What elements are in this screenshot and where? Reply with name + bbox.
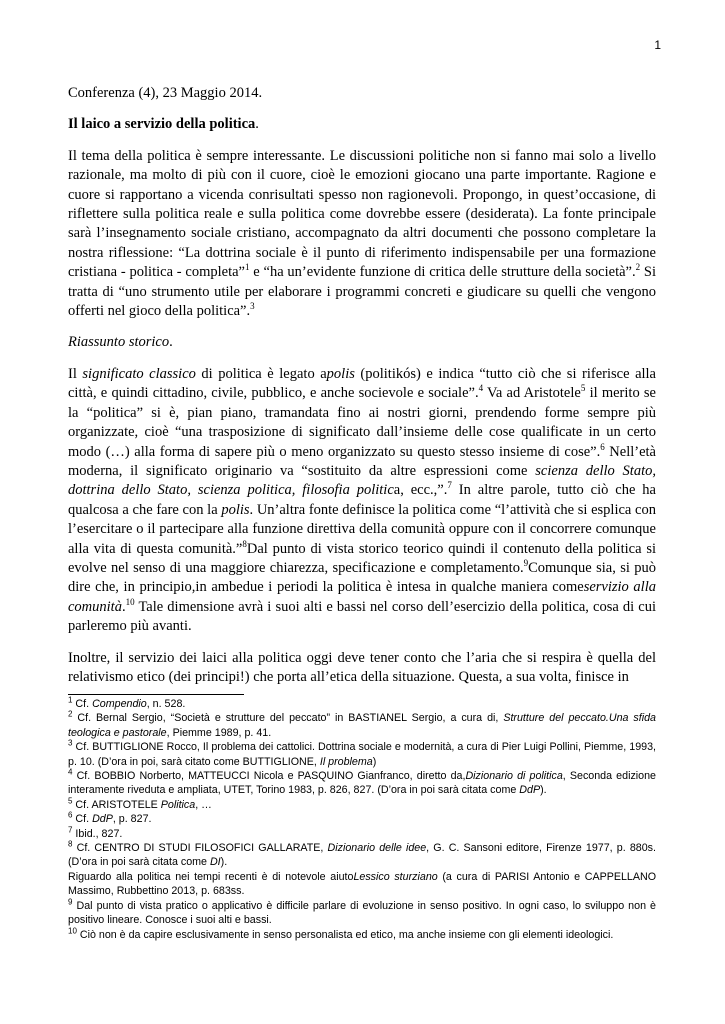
footnote-ref-5[interactable]: 5 <box>580 383 586 394</box>
lecture-title: Il laico a servizio della politica. <box>68 116 259 133</box>
footnote-5: $^5$ Cf. ARISTOTELE Politica, … <box>68 796 212 811</box>
footnote-3: $^3$ Cf. BUTTIGLIONE Rocco, Il problema dei cattolici. Dottrina sociale e modernità, a cura di Pier Luigi Pollini, Piemme, 1993, p. 10. (D’ora in poi, sarà citato come BUTTIGLIONE, Il problema) <box>68 738 656 768</box>
footnote-2: $^2$ Cf. Bernal Sergio, “Società e strutture del peccato” in BASTIANEL Sergio, a cura di, Strutture del peccato.Una sfida teologica e pastorale, Piemme 1989, p. 41. <box>68 709 656 739</box>
footnote-ref-8[interactable]: 8 <box>242 538 247 549</box>
footnote-ref-6[interactable]: 6 <box>600 441 605 452</box>
paragraph-intro: Il tema della politica è sempre interessante. Le discussioni politiche non si fanno mai solo a livello razionale, ma molto di più con il cuore, cioè le emozioni giocano una parte importante. Ragione e cuore si rapportano a vicenda conrisultati spesso non ragionevoli. Propongo, in quest’occasione, di riflettere sulla politica reale e sulla politica come dovrebbe essere (desiderata). La fonte principale sarà l’insegnamento sociale cristiano, accompagnato da altri documenti che possono completare la nostra riflessione: “La dottrina sociale è il punto di riferimento indispensabile per una formazione cristiana - politica - completa”$^1$ e “ha un’evidente funzione di critica delle strutture della società”.$^2$ Si tratta di “uno strumento utile per elaborare i programmi concreti e giudicare su quelli che vengono offerti nel gioco della politica”.$^3$ <box>68 147 657 320</box>
footnote-7: $^7$ Ibid., 827. <box>68 825 123 840</box>
footnotes <box>68 697 656 942</box>
document-body <box>68 84 656 699</box>
footnote-9: $^9$ Dal punto di vista pratico o applicativo è difficile parlare di evoluzione in senso positivo. In ogni caso, lo sviluppo non è positivo lineare. Conosce i suoi alti e bassi. <box>68 897 656 927</box>
footnote-ref-7[interactable]: 7 <box>447 480 452 491</box>
paragraph-history: Il significato classico di politica è legato apolis (politikós) e indica “tutto ciò che si riferisce alla città, e quindi cittadino, civile, pubblico, e anche socievole e sociale”.$^4$ Va ad Aristotele$^5$ il merito se la “politica” si è, pian piano, tramandata fino ai nostri giorni, prendendo forme sempre più organizzate, cioè “una trasposizione di significato dall’insieme delle cose qualificate in un certo modo (…) alla forma di sapere più o meno organizzato su questo stesso insieme di cose”.$^6$ Nell’età moderna, il significato originario va “sostituito da altre espressioni come scienza dello Stato, dottrina dello Stato, scienza politica, filosofia politica, ecc.,”.$^7$ In altre parole, tutto ciò che ha qualcosa a che fare con la polis. Un’altra fonte definisce la politica come “l’attività che si esplica con l’esercitare o il partecipare alla funzione direttiva della comunità oppure con il concorrere comunque alla vita di questa comunità.”$^8$Dal punto di vista storico teorico quindi il contenuto della politica si evolve nel senso di una maggiore chiarezza, specificazione e completamento.$^9$Comunque sia, si può dire che, in principio,in ambedue i periodi la politica è intesa in qualche maniera comeservizio alla comunità.$^{10}$ Tale dimensione avrà i suoi alti e bassi nel corso dell’esercizio della politica, cosa di cui parleremo più avanti. <box>68 365 657 635</box>
footnote-1: $^1$ Cf. Compendio, n. 528. <box>68 695 186 710</box>
lecture-heading: Conferenza (4), 23 Maggio 2014. <box>68 85 263 101</box>
footnote-4: $^4$ Cf. BOBBIO Norberto, MATTEUCCI Nicola e PASQUINO Gianfranco, diretto da,Dizionario di politica, Seconda edizione interamente riveduta e ampliata, UTET, Torino 1983, p. 826, 827. (D’ora in poi sarà citata come DdP). <box>68 767 656 797</box>
footnote-ref-10[interactable]: 10 <box>125 596 135 607</box>
footnote-8-continued: Riguardo alla politica nei tempi recenti è di notevole aiutoLessico sturziano (a cura di PARISI Antonio e CAPPELLANO Massimo, Rubbettino 2013, p. 683ss. <box>68 870 657 898</box>
footnote-8: $^8$ Cf. CENTRO DI STUDI FILOSOFICI GALLARATE, Dizionario delle idee, G. C. Sansoni editore, Firenze 1977, p. 880s. (D’ora in poi sarà citata come DI). <box>68 839 656 869</box>
paragraph-relativism: Inoltre, il servizio dei laici alla politica oggi deve tener conto che l’aria che si respira è quella del relativismo etico (dei principi!) che porta all’etica della situazione. Questa, a sua volta, finisce in <box>68 649 656 685</box>
footnote-ref-4[interactable]: 4 <box>478 383 484 394</box>
footnote-ref-3[interactable]: 3 <box>250 301 255 312</box>
footnote-ref-1[interactable]: 1 <box>245 262 250 273</box>
footnote-10: $^{10}$ Ciò non è da capire esclusivamente in senso personalista ed etico, ma anche insieme con gli elementi ideologici. <box>68 925 614 941</box>
footnote-separator <box>68 694 244 695</box>
footnote-ref-2[interactable]: 2 <box>635 262 641 273</box>
page-number: 1 <box>654 38 661 52</box>
section-title: Riassunto storico. <box>68 334 173 351</box>
footnote-ref-9[interactable]: 9 <box>523 558 529 569</box>
footnote-6: $^6$ Cf. DdP, p. 827. <box>68 810 152 826</box>
